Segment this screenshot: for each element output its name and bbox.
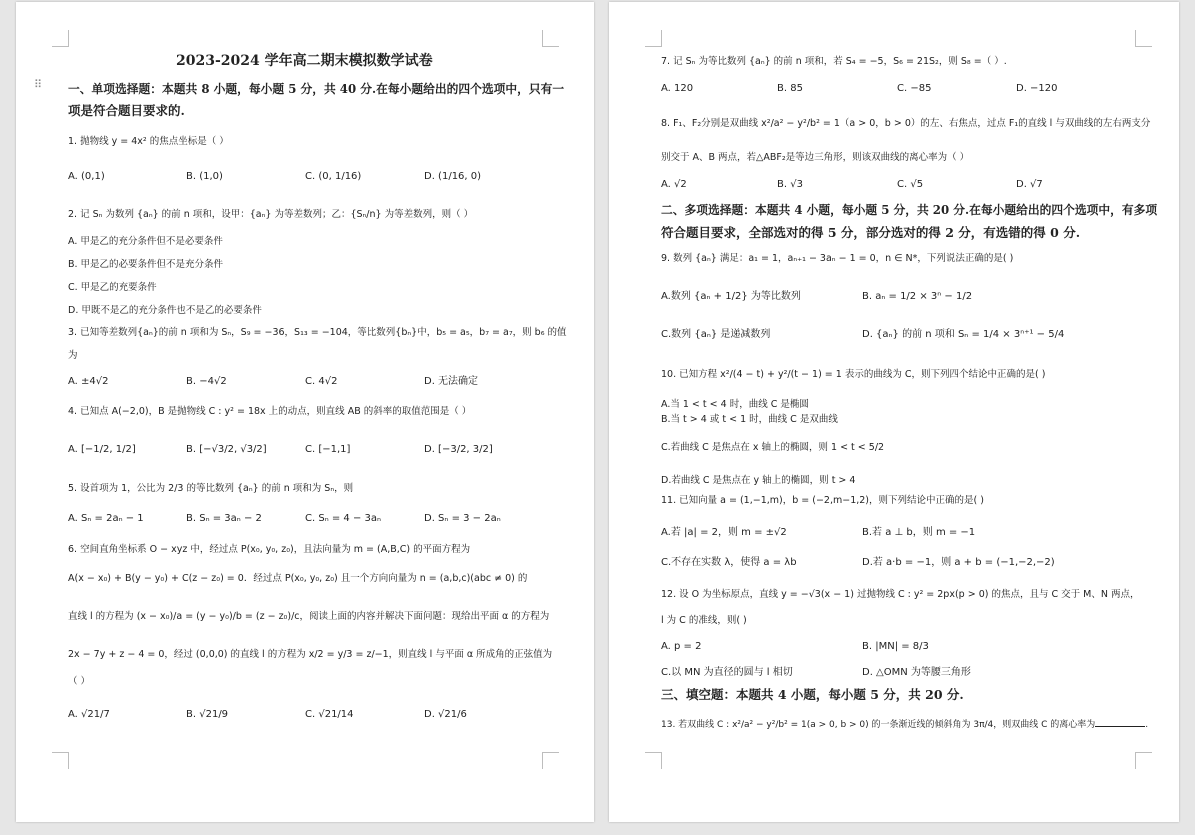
option-c: C. √5 [897,179,924,190]
question-6-cont: A(x − x₀) + B(y − y₀) + C(z − z₀) = 0．经过点 P(x₀, y₀, z₀) 且一个方向向量为 n = (a,b,c)(abc ≠ 0) 的 [68,573,528,584]
section-heading: 符合题目要求，全部选对的得 5 分，部分选对的得 2 分，有选错的得 0 分. [661,225,1081,240]
question-8-cont: 别交于 A、B 两点，若△ABF₂是等边三角形，则该双曲线的离心率为（ ） [661,152,970,163]
option-a: A. [−1/2, 1/2] [68,444,136,455]
question-13-text: 13. 若双曲线 C : x²/a² − y²/b² = 1(a > 0, b > 0) 的一条渐近线的倾斜角为 3π/4，则双曲线 C 的离心率为 [661,720,1096,730]
question-4: 4. 已知点 A(−2,0)，B 是抛物线 C : y² = 18x 上的动点，则直线 AB 的斜率的取值范围是（ ） [68,406,472,417]
question-6-cont: 2x − 7y + z − 4 = 0，经过 (0,0,0) 的直线 l 的方程为 x/2 = y/3 = z/−1，则直线 l 与平面 α 所成角的正弦值为 [68,649,553,660]
option-d: D. [−3/2, 3/2] [424,444,493,455]
section-heading: 二、多项选择题：本题共 4 小题，每小题 5 分，共 20 分.在每小题给出的四个选项中，有多项 [661,203,1158,217]
question-3: 3. 已知等差数列{aₙ}的前 n 项和为 Sₙ，S₉ = −36，S₁₃ = −104，等比数列{bₙ}中，b₅ = a₅，b₇ = a₇，则 b₆ 的值 [68,327,567,338]
section-heading: 三、填空题：本题共 4 小题，每小题 5 分，共 20 分. [661,687,964,702]
option-a: A. (0,1) [68,171,105,182]
section-heading: 一、单项选择题：本题共 8 小题，每小题 5 分，共 40 分.在每小题给出的四个选项中，只有一 [68,82,565,96]
option-d: D.若 a·b = −1，则 a + b = (−1,−2,−2) [862,557,1055,568]
option-c: C. 4√2 [305,376,338,387]
question-10: 10. 已知方程 x²/(4 − t) + y²/(t − 1) = 1 表示的曲线为 C，则下列四个结论中正确的是( ) [661,369,1046,380]
question-13 [661,716,1148,732]
option-d: D. (1/16, 0) [424,171,482,182]
option-b: B. 85 [777,83,803,94]
option-d: D. {aₙ} 的前 n 项和 Sₙ = 1/4 × 3ⁿ⁺¹ − 5/4 [862,329,1065,340]
option-d: D.若曲线 C 是焦点在 y 轴上的椭圆，则 t > 4 [661,475,856,486]
question-3-cont: 为 [68,350,78,361]
document-title: 2023-2024 学年高二期末模拟数学试卷 [176,53,433,69]
option-d: D. △OMN 为等腰三角形 [862,667,971,678]
question-11: 11. 已知向量 a = (1,−1,m)，b = (−2,m−1,2)，则下列结论中正确的是( ) [661,495,984,506]
option-b: B. 甲是乙的必要条件但不是充分条件 [68,259,224,270]
margin-mark [52,30,69,47]
question-6-cont: 直线 l 的方程为 (x − x₀)/a = (y − y₀)/b = (z − z₀)/c，阅读上面的内容并解决下面问题：现给出平面 α 的方程为 [68,611,550,622]
option-b: B. (1,0) [186,171,223,182]
drag-handle-icon[interactable]: ⠿ [34,78,44,91]
question-2: 2. 记 Sₙ 为数列 {aₙ} 的前 n 项和，设甲：{aₙ} 为等差数列；乙：{Sₙ/n} 为等差数列，则（ ） [68,209,474,220]
option-b: B. aₙ = 1/2 × 3ⁿ − 1/2 [862,291,973,302]
option-a: A. Sₙ = 2aₙ − 1 [68,513,144,524]
option-b: B. √3 [777,179,803,190]
option-c: C. √21/14 [305,709,354,720]
option-b: B. [−√3/2, √3/2] [186,444,267,455]
question-12-cont: l 为 C 的准线，则( ) [661,615,747,626]
option-b: B.若 a ⊥ b，则 m = −1 [862,527,976,538]
option-d: D. −120 [1016,83,1058,94]
margin-mark [1135,752,1152,769]
option-d: D. √21/6 [424,709,467,720]
option-c: C. −85 [897,83,932,94]
option-b: B. |MN| = 8/3 [862,641,929,652]
option-d: D. Sₙ = 3 − 2aₙ [424,513,501,524]
question-12: 12. 设 O 为坐标原点，直线 y = −√3(x − 1) 过抛物线 C : y² = 2px(p > 0) 的焦点，且与 C 交于 M、N 两点， [661,589,1140,600]
margin-mark [542,30,559,47]
option-c: C.以 MN 为直径的圆与 l 相切 [661,667,793,678]
option-c: C. (0, 1/16) [305,171,362,182]
option-b: B. −4√2 [186,376,227,387]
option-c: C.若曲线 C 是焦点在 x 轴上的椭圆，则 1 < t < 5/2 [661,442,885,453]
option-c: C.数列 {aₙ} 是递减数列 [661,329,771,340]
option-a: A. 120 [661,83,694,94]
option-c: C. Sₙ = 4 − 3aₙ [305,513,381,524]
margin-mark [52,752,69,769]
section-heading: 项是符合题目要求的. [68,103,185,118]
margin-mark [1135,30,1152,47]
option-d: D. 无法确定 [424,376,479,387]
option-c: C.不存在实数 λ，使得 a = λb [661,557,797,568]
question-1: 1. 抛物线 y = 4x² 的焦点坐标是（ ） [68,136,229,147]
document-page-1 [16,2,594,822]
option-d: D. √7 [1016,179,1043,190]
document-page-2 [609,2,1179,822]
question-13-end: . [1145,720,1149,730]
question-5: 5. 设首项为 1，公比为 2/3 的等比数列 {aₙ} 的前 n 项和为 Sₙ，则 [68,483,354,494]
option-a: A. p = 2 [661,641,702,652]
option-a: A. 甲是乙的充分条件但不是必要条件 [68,236,223,247]
question-6: 6. 空间直角坐标系 O − xyz 中，经过点 P(x₀, y₀, z₀)，且法向量为 m = (A,B,C) 的平面方程为 [68,544,471,555]
question-7: 7. 记 Sₙ 为等比数列 {aₙ} 的前 n 项和，若 S₄ = −5，S₆ = 21S₂，则 S₈ =（ ）. [661,56,1007,67]
option-a: A. ±4√2 [68,376,109,387]
question-9: 9. 数列 {aₙ} 满足：a₁ = 1，aₙ₊₁ − 3aₙ − 1 = 0，n ∈ N*，下列说法正确的是( ) [661,253,1014,264]
option-b: B. Sₙ = 3aₙ − 2 [186,513,262,524]
option-a: A.当 1 < t < 4 时，曲线 C 是椭圆 [661,399,809,410]
margin-mark [542,752,559,769]
question-6-cont: （ ） [68,676,91,687]
option-a: A. √2 [661,179,687,190]
option-a: A. √21/7 [68,709,110,720]
margin-mark [645,30,662,47]
margin-mark [645,752,662,769]
option-b: B.当 t > 4 或 t < 1 时，曲线 C 是双曲线 [661,414,838,425]
option-b: B. √21/9 [186,709,229,720]
option-c: C. [−1,1] [305,444,351,455]
option-c: C. 甲是乙的充要条件 [68,282,157,293]
answer-blank[interactable] [1095,716,1145,727]
option-a: A.若 |a| = 2，则 m = ±√2 [661,527,787,538]
option-d: D. 甲既不是乙的充分条件也不是乙的必要条件 [68,305,262,316]
question-8: 8. F₁、F₂分别是双曲线 x²/a² − y²/b² = 1（a > 0，b > 0）的左、右焦点，过点 F₁的直线 l 与双曲线的左右两支分 [661,118,1151,129]
option-a: A.数列 {aₙ + 1/2} 为等比数列 [661,291,801,302]
